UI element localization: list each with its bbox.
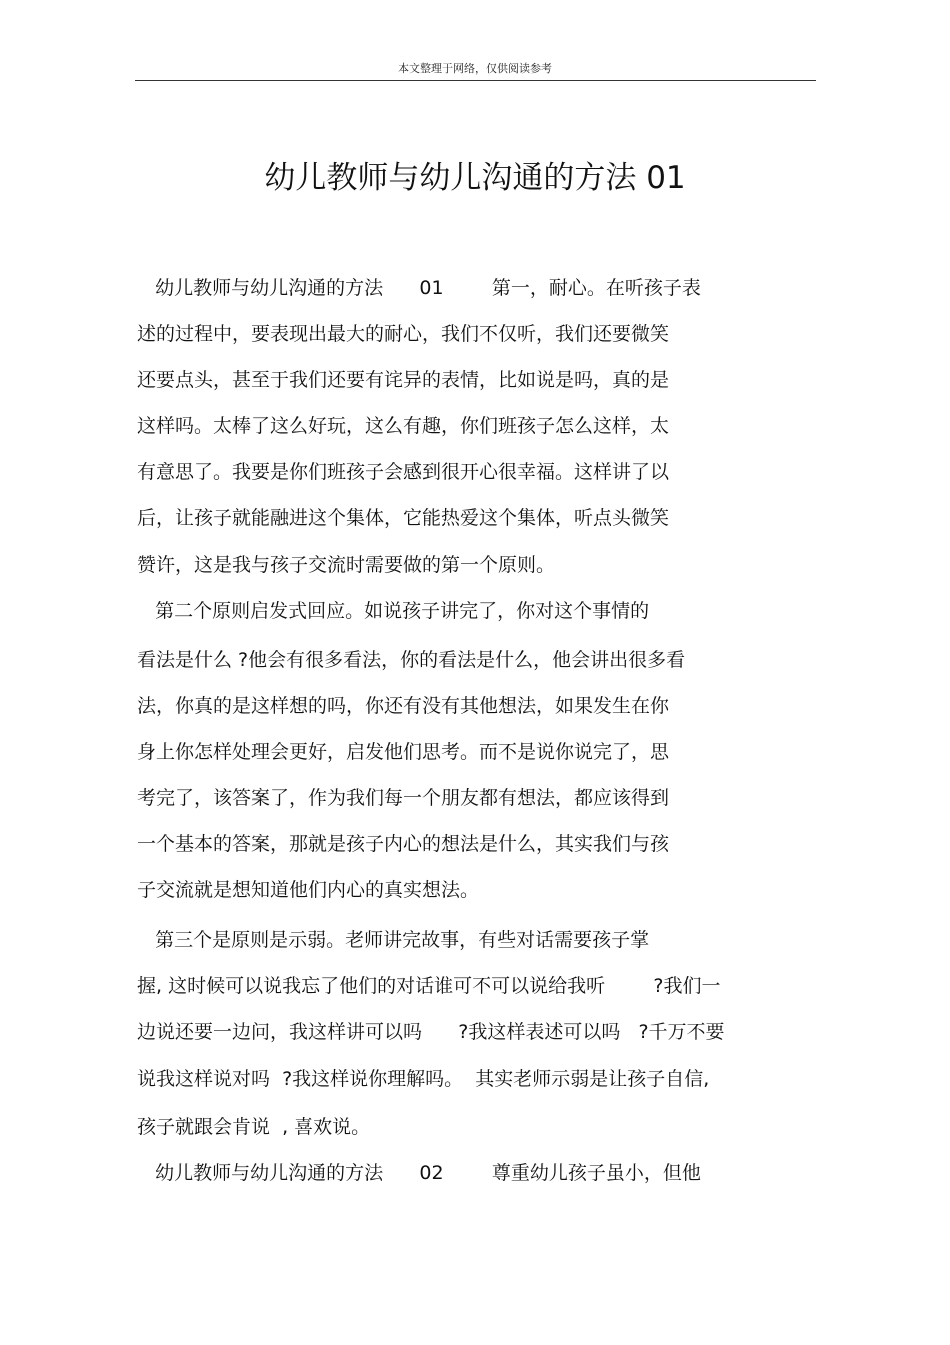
body-line: 后，让孩子就能融进这个集体，它能热爱这个集体，听点头微笑 bbox=[137, 507, 670, 529]
page-header: 本文整理于网络，仅供阅读参考 bbox=[398, 62, 552, 75]
body-line: 有意思了。我要是你们班孩子会感到很开心很幸福。这样讲了以 bbox=[137, 461, 670, 483]
page-title: 幼儿教师与幼儿沟通的方法 01 bbox=[264, 160, 686, 196]
body-line: 幼儿教师与幼儿沟通的方法 01 第一，耐心。在听孩子表 bbox=[137, 277, 701, 299]
body-line: 看法是什么 ?他会有很多看法，你的看法是什么，他会讲出很多看 bbox=[137, 649, 686, 671]
body-line: 第三个是原则是示弱。老师讲完故事，有些对话需要孩子掌 bbox=[137, 929, 650, 951]
body-line: 身上你怎样处理会更好，启发他们思考。而不是说你说完了，思 bbox=[137, 741, 670, 763]
body-line: 握, 这时候可以说我忘了他们的对话谁可不可以说给我听 ?我们一 bbox=[137, 975, 721, 997]
body-line: 幼儿教师与幼儿沟通的方法 02 尊重幼儿孩子虽小，但他 bbox=[137, 1162, 701, 1184]
body-line: 还要点头，甚至于我们还要有诧异的表情，比如说是吗，真的是 bbox=[137, 369, 670, 391]
body-line: 这样吗。太棒了这么好玩，这么有趣，你们班孩子怎么这样，太 bbox=[137, 415, 670, 437]
body-line: 法，你真的是这样想的吗，你还有没有其他想法，如果发生在你 bbox=[137, 695, 670, 717]
body-line: 一个基本的答案，那就是孩子内心的想法是什么，其实我们与孩 bbox=[137, 833, 670, 855]
body-line: 边说还要一边问，我这样讲可以吗 ?我这样表述可以吗 ?千万不要 bbox=[137, 1021, 725, 1043]
body-line: 赞许，这是我与孩子交流时需要做的第一个原则。 bbox=[137, 554, 556, 576]
body-line: 述的过程中，要表现出最大的耐心，我们不仅听，我们还要微笑 bbox=[137, 323, 670, 345]
header-divider bbox=[135, 80, 816, 81]
body-line: 考完了，该答案了，作为我们每一个朋友都有想法，都应该得到 bbox=[137, 787, 670, 809]
body-line: 说我这样说对吗 ?我这样说你理解吗。 其实老师示弱是让孩子自信, bbox=[137, 1068, 710, 1090]
body-line: 第二个原则启发式回应。如说孩子讲完了，你对这个事情的 bbox=[137, 600, 650, 622]
body-line: 孩子就跟会肯说 , 喜欢说。 bbox=[137, 1116, 371, 1138]
body-line: 子交流就是想知道他们内心的真实想法。 bbox=[137, 879, 480, 901]
